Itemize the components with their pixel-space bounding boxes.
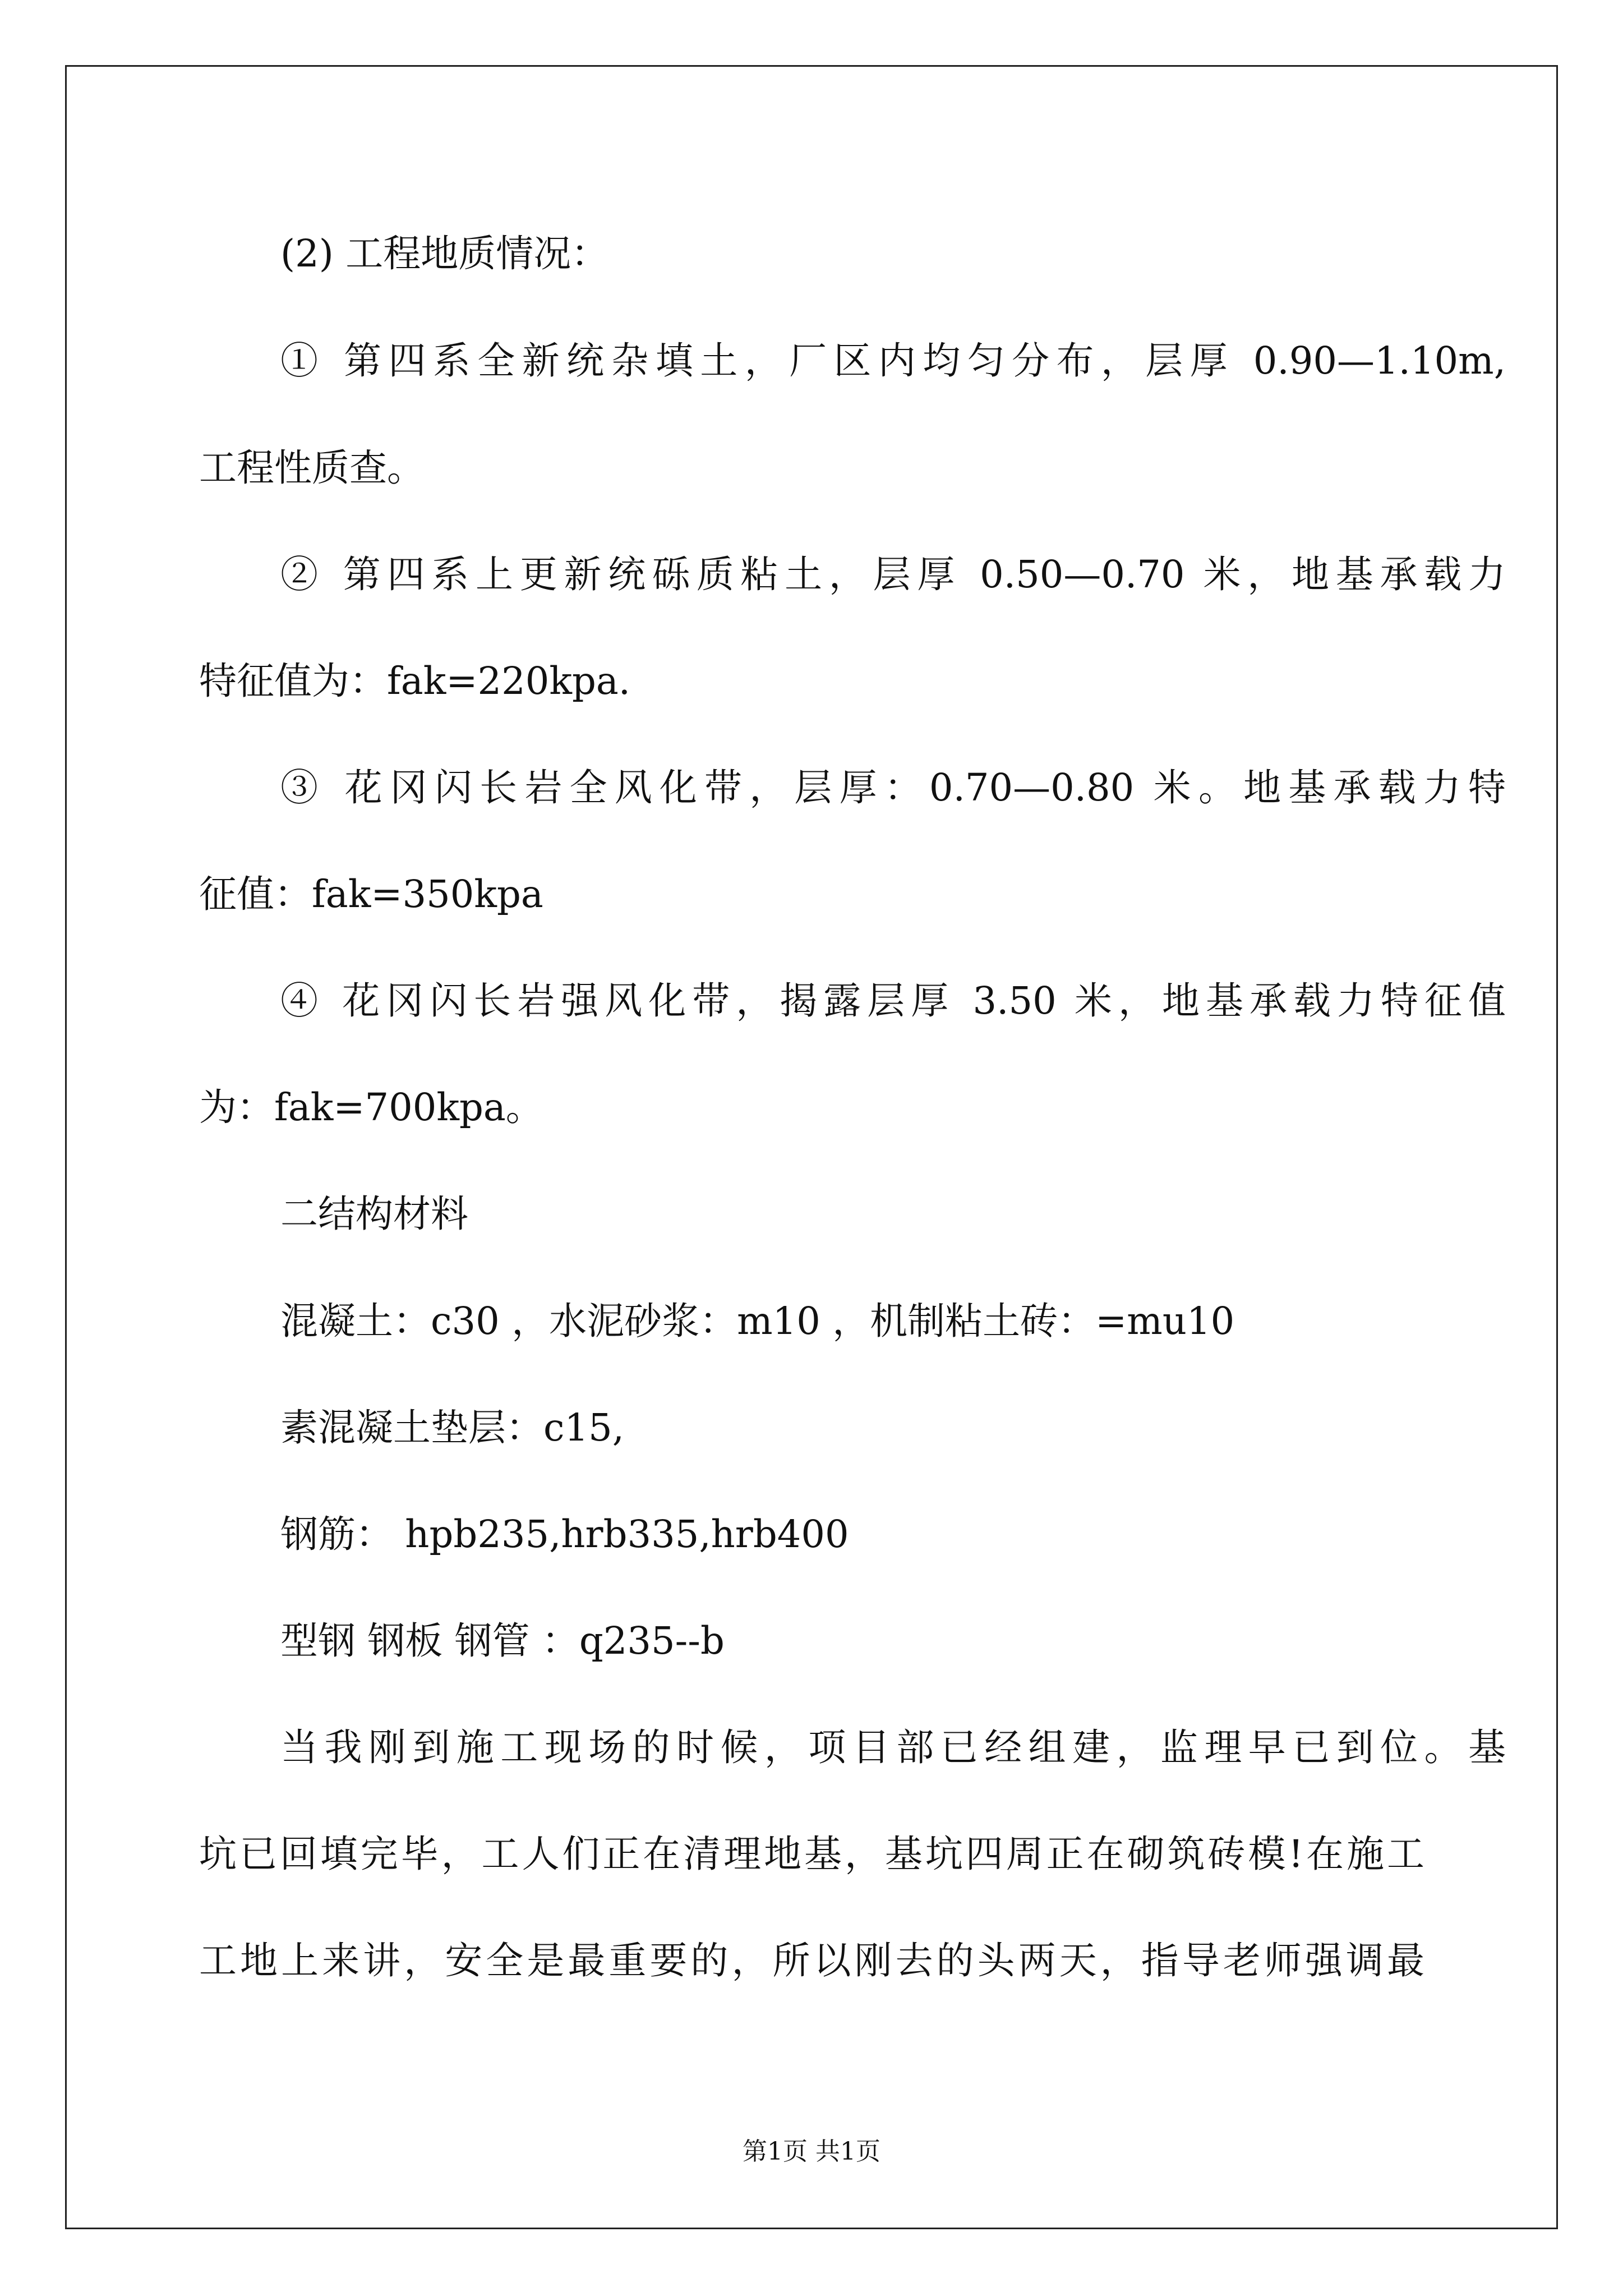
paragraph-line: 坑已回填完毕，工人们正在清理地基，基坑四周正在砌筑砖模!在施工 [199, 1832, 1424, 1876]
paragraph-line: 当我刚到施工现场的时候，项目部已经组建，监理早已到位。基 [280, 1726, 1506, 1769]
page-border [65, 65, 1558, 2229]
paragraph-line: 为：fak=700kpa。 [199, 1085, 543, 1129]
paragraph-line: 素混凝土垫层：c15, [280, 1406, 625, 1450]
paragraph-line: ② 第四系上更新统砾质粘土，层厚 0.50—0.70 米，地基承载力 [280, 553, 1506, 596]
paragraph-line: 工地上来讲，安全是最重要的，所以刚去的头两天，指导老师强调最 [199, 1939, 1424, 1982]
section-heading-materials: 二结构材料 [280, 1192, 468, 1236]
paragraph-line: 征值：fak=350kpa [199, 872, 543, 916]
section-heading-geology: (2) 工程地质情况： [280, 232, 609, 275]
paragraph-line: 钢筋： hpb235,hrb335,hrb400 [280, 1512, 849, 1556]
paragraph-line: 工程性质查。 [199, 446, 425, 490]
paragraph-line: 型钢 钢板 钢管 ：q235--b [280, 1619, 725, 1663]
paragraph-line: ③ 花冈闪长岩全风化带，层厚：0.70—0.80 米。地基承载力特 [280, 766, 1506, 809]
paragraph-line: ④ 花冈闪长岩强风化带，揭露层厚 3.50 米，地基承载力特征值 [280, 979, 1506, 1023]
paragraph-line: 特征值为：fak=220kpa. [199, 659, 631, 703]
page-footer: 第1页 共1页 [743, 2137, 880, 2166]
paragraph-line: ① 第四系全新统杂填土，厂区内均匀分布，层厚 0.90—1.10m, [280, 339, 1506, 383]
paragraph-line: 混凝土：c30 ，水泥砂浆：m10 ，机制粘土砖：=mu10 [280, 1299, 1235, 1343]
